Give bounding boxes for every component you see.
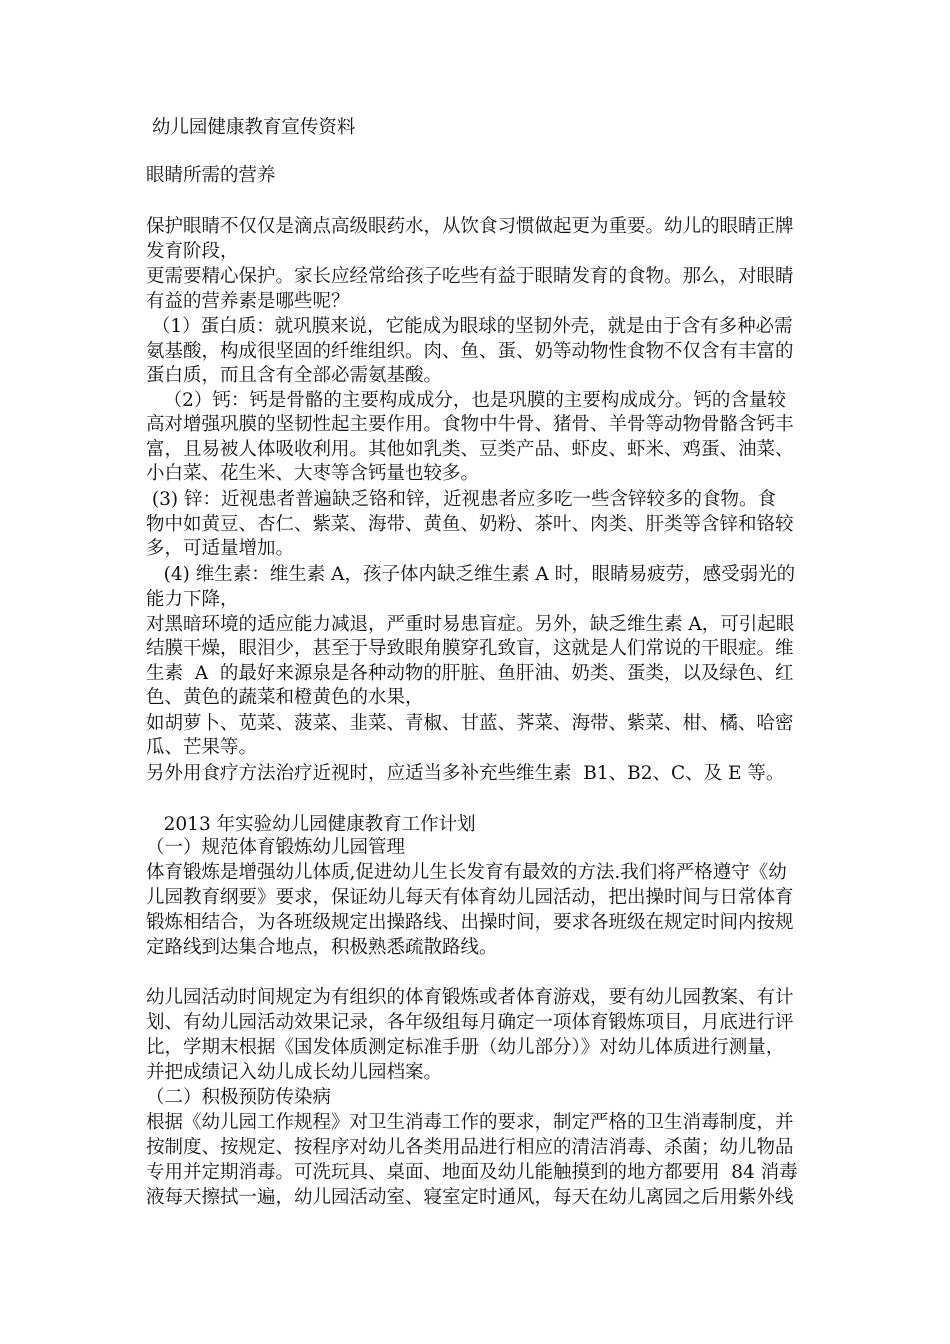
paragraph-line: 保护眼睛不仅仅是滴点高级眼药水，从饮食习惯做起更为重要。幼儿的眼睛正牌 [146,216,794,237]
paragraph-line: 有益的营养素是哪些呢？ [146,291,350,312]
paragraph-line: 儿园教育纲要》要求，保证幼儿每天有体育幼儿园活动，把出操时间与日常体育 [146,887,794,908]
paragraph-line: 定路线到达集合地点，积极熟悉疏散路线。 [146,937,498,958]
paragraph-line: 高对增强巩膜的坚韧性起主要作用。食物中牛骨、猪骨、羊骨等动物骨骼含钙丰 [146,414,794,435]
paragraph-line: 锻炼相结合，为各班级规定出操路线、出操时间，要求各班级在规定时间内按规 [146,912,794,933]
paragraph-line: 物中如黄豆、杏仁、紫菜、海带、黄鱼、奶粉、茶叶、肉类、肝类等含锌和铬较 [146,514,794,535]
paragraph-line: 结膜干燥，眼泪少，甚至于导致眼角膜穿孔致盲，这就是人们常说的干眼症。维 [146,638,794,659]
document-title: 幼儿园健康教育宣传资料 [146,117,356,138]
paragraph-line: （一）规范体育锻炼幼儿园管理 [146,837,406,858]
paragraph-line: 幼儿园活动时间规定为有组织的体育锻炼或者体育游戏，要有幼儿园教案、有计 [146,987,794,1008]
paragraph-line: 色、黄色的蔬菜和橙黄色的水果， [146,687,424,708]
paragraph-line: 发育阶段， [146,241,239,262]
paragraph-line: (4) 维生素：维生素 A，孩子体内缺乏维生素 A 时，眼睛易疲劳，感受弱光的 [146,564,796,585]
paragraph-line: 并把成绩记入幼儿成长幼儿园档案。 [146,1062,443,1083]
paragraph-line: 瓜、芒果等。 [146,737,258,758]
paragraph-line: 多，可适量增加。 [146,538,295,559]
section-heading-eye-nutrition: 眼睛所需的营养 [146,165,276,186]
paragraph-line: 根据《幼儿园工作规程》对卫生消毒工作的要求，制定严格的卫生消毒制度，并 [146,1112,794,1133]
paragraph-line: 对黑暗环境的适应能力减退，严重时易患盲症。另外，缺乏维生素 A，可引起眼 [146,614,795,635]
paragraph-line: 另外用食疗方法治疗近视时，应适当多补充些维生素 B1、B2、C、及 E 等。 [146,763,785,784]
paragraph-line: （2）钙：钙是骨骼的主要构成成分，也是巩膜的主要构成成分。钙的含量较 [146,390,786,411]
paragraph-line: 能力下降， [146,589,239,610]
paragraph-line: 如胡萝卜、苋菜、菠菜、韭菜、青椒、甘蓝、荠菜、海带、紫菜、柑、橘、哈密 [146,713,794,734]
paragraph-line: 小白菜、花生米、大枣等含钙量也较多。 [146,463,480,484]
paragraph-line: 液每天擦拭一遍，幼儿园活动室、寝室定时通风，每天在幼儿离园之后用紫外线 [146,1187,794,1208]
paragraph-line: 更需要精心保护。家长应经常给孩子吃些有益于眼睛发育的食物。那么，对眼睛 [146,266,794,287]
paragraph-line: 蛋白质，而且含有全部必需氨基酸。 [146,365,443,386]
paragraph-line: （二）积极预防传染病 [146,1087,332,1108]
section-heading-work-plan: 2013 年实验幼儿园健康教育工作计划 [146,814,476,835]
paragraph-line: (3) 锌：近视患者普遍缺乏铬和锌，近视患者应多吃一些含锌较多的食物。食 [146,489,776,510]
paragraph-line: 体育锻炼是增强幼儿体质,促进幼儿生长发育有最效的方法.我们将严格遵守《幼 [146,862,787,883]
paragraph-line: 专用并定期消毒。可洗玩具、桌面、地面及幼儿能触摸到的地方都要用 84 消毒 [146,1162,798,1183]
paragraph-line: 富，且易被人体吸收利用。其他如乳类、豆类产品、虾皮、虾米、鸡蛋、油菜、 [146,439,794,460]
paragraph-line: （1）蛋白质：就巩膜来说，它能成为眼球的坚韧外壳，就是由于含有多种必需 [146,316,793,337]
paragraph-line: 划、有幼儿园活动效果记录，各年级组每月确定一项体育锻炼项目，月底进行评 [146,1012,794,1033]
paragraph-line: 按制度、按规定、按程序对幼儿各类用品进行相应的清洁消毒、杀菌；幼儿物品 [146,1137,794,1158]
paragraph-line: 氨基酸，构成很坚固的纤维组织。肉、鱼、蛋、奶等动物性食物不仅含有丰富的 [146,341,794,362]
paragraph-line: 生素 A 的最好来源泉是各种动物的肝脏、鱼肝油、奶类、蛋类，以及绿色、红 [146,663,794,684]
paragraph-line: 比，学期末根据《国发体质测定标准手册（幼儿部分）》对幼儿体质进行测量， [146,1037,785,1058]
